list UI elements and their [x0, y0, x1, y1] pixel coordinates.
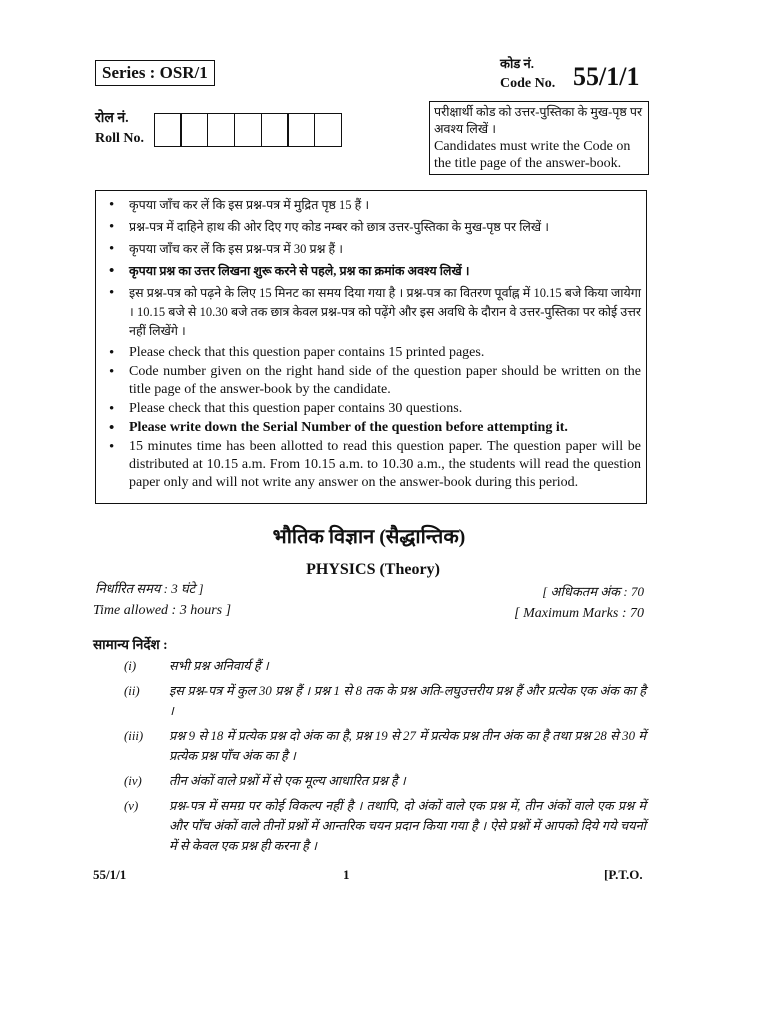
- roll-digit-box: [207, 113, 235, 147]
- footer-code: 55/1/1: [93, 867, 127, 882]
- series-label: Series : OSR/1: [95, 60, 215, 86]
- roll-digit-box: [287, 113, 315, 147]
- instruction-item: • Code number given on the right hand side of the question paper should be written on the title page of the answer-book by the candidate.: [105, 363, 641, 399]
- candidate-note-hindi: परीक्षार्थी कोड को उत्तर-पुस्तिका के मुख-पृष्ठ पर अवश्य लिखें ।: [434, 105, 643, 136]
- instruction-item: • Please check that this question paper contains 30 questions.: [105, 400, 641, 418]
- subject-title-english: PHYSICS (Theory): [306, 561, 440, 578]
- candidate-note-english: Candidates must write the Code on the title page of the answer-book.: [434, 139, 631, 171]
- roll-number-boxes: [155, 113, 342, 147]
- time-allowed-hindi: निर्धारित समय : 3 घंटे ]: [95, 581, 204, 596]
- instruction-item: • कृपया प्रश्न का उत्तर लिखना शुरू करने से पहले, प्रश्न का क्रमांक अवश्य लिखें ।: [105, 262, 641, 281]
- roll-label-english: Roll No.: [95, 131, 144, 146]
- page-number: 1: [343, 867, 350, 882]
- roll-digit-box: [314, 113, 342, 147]
- roll-digit-box: [234, 113, 262, 147]
- max-marks-hindi: [ अधिकतम अंक : 70: [542, 584, 644, 599]
- roll-digit-box: [180, 113, 208, 147]
- item-number: (iii): [124, 729, 144, 743]
- general-instruction-item: [124, 681, 646, 721]
- item-text: प्रश्न-पत्र में समग्र पर कोई विकल्प नहीं है । तथापि, दो अंकों वाले एक प्रश्न में, तीन अंकों वाले एक प्रश्न में और पाँच अंकों वाले तीनों प्रश्नों में आन्तरिक चयन प्रदान किया गया है । ऐसे प्रश्नों में आपको दिये गये चयनों में से केवल एक प्रश्न ही करना है ।: [169, 799, 646, 853]
- subject-title-hindi: भौतिक विज्ञान (सैद्धान्तिक): [272, 526, 466, 548]
- instruction-item: • इस प्रश्न-पत्र को पढ़ने के लिए 15 मिनट का समय दिया गया है । प्रश्न-पत्र का वितरण पूर्वाह्न में 10.15 बजे किया जायेगा । 10.15 बजे से 10.30 बजे तक छात्र केवल प्रश्न-पत्र को पढ़ेंगे और इस अवधि के दौरान वे उत्तर-पुस्तिका पर कोई उत्तर नहीं लिखेंगे ।: [105, 284, 641, 341]
- item-text: सभी प्रश्न अनिवार्य हैं ।: [169, 659, 269, 673]
- code-label-hindi: कोड नं.: [500, 56, 535, 71]
- general-instruction-item: [124, 771, 646, 791]
- general-instruction-item: [124, 726, 646, 766]
- item-number: (ii): [124, 684, 140, 698]
- general-instruction-item: [124, 656, 646, 676]
- code-number: 55/1/1: [573, 62, 640, 91]
- general-instructions-list: [124, 656, 646, 861]
- instruction-item: • कृपया जाँच कर लें कि इस प्रश्न-पत्र में 30 प्रश्न हैं ।: [105, 240, 641, 259]
- code-label-english: Code No.: [500, 76, 556, 91]
- roll-label-hindi: रोल नं.: [95, 111, 129, 126]
- roll-digit-box: [261, 113, 289, 147]
- item-number: (v): [124, 799, 139, 813]
- roll-digit-box: [154, 113, 182, 147]
- instruction-item: • कृपया जाँच कर लें कि इस प्रश्न-पत्र में मुद्रित पृष्ठ 15 हैं ।: [105, 196, 641, 215]
- general-instruction-item: [124, 796, 646, 856]
- instruction-item: • 15 minutes time has been allotted to read this question paper. The question paper will be distributed at 10.15 a.m. From 10.15 a.m. to 10.30 a.m., the students will read the question paper only and will not write any answer on the answer-book during this period.: [105, 438, 641, 492]
- item-text: प्रश्न 9 से 18 में प्रत्येक प्रश्न दो अंक का है, प्रश्न 19 से 27 में प्रत्येक प्रश्न तीन अंक का है तथा प्रश्न 28 से 30 में प्रत्येक प्रश्न पाँच अंक का है ।: [169, 729, 646, 763]
- item-number: (i): [124, 659, 137, 673]
- please-turn-over: [P.T.O.: [604, 867, 643, 882]
- item-text: तीन अंकों वाले प्रश्नों में से एक मूल्य आधारित प्रश्न है ।: [169, 774, 406, 788]
- item-text: इस प्रश्न-पत्र में कुल 30 प्रश्न हैं । प्रश्न 1 से 8 तक के प्रश्न अति-लघुउत्तरीय प्रश्न हैं और प्रत्येक एक अंक का है ।: [169, 684, 646, 718]
- instructions-list: [105, 196, 641, 493]
- candidate-note-box: [429, 101, 649, 175]
- item-number: (iv): [124, 774, 142, 788]
- general-instructions-heading: सामान्य निर्देश :: [93, 637, 168, 652]
- time-allowed-english: Time allowed : 3 hours ]: [93, 603, 232, 618]
- instruction-item: • प्रश्न-पत्र में दाहिने हाथ की ओर दिए गए कोड नम्बर को छात्र उत्तर-पुस्तिका के मुख-पृष्ठ पर लिखें ।: [105, 218, 641, 237]
- max-marks-english: [ Maximum Marks : 70: [514, 606, 644, 621]
- instruction-item: • Please check that this question paper contains 15 printed pages.: [105, 344, 641, 362]
- instruction-item: • Please write down the Serial Number of the question before attempting it.: [105, 419, 641, 437]
